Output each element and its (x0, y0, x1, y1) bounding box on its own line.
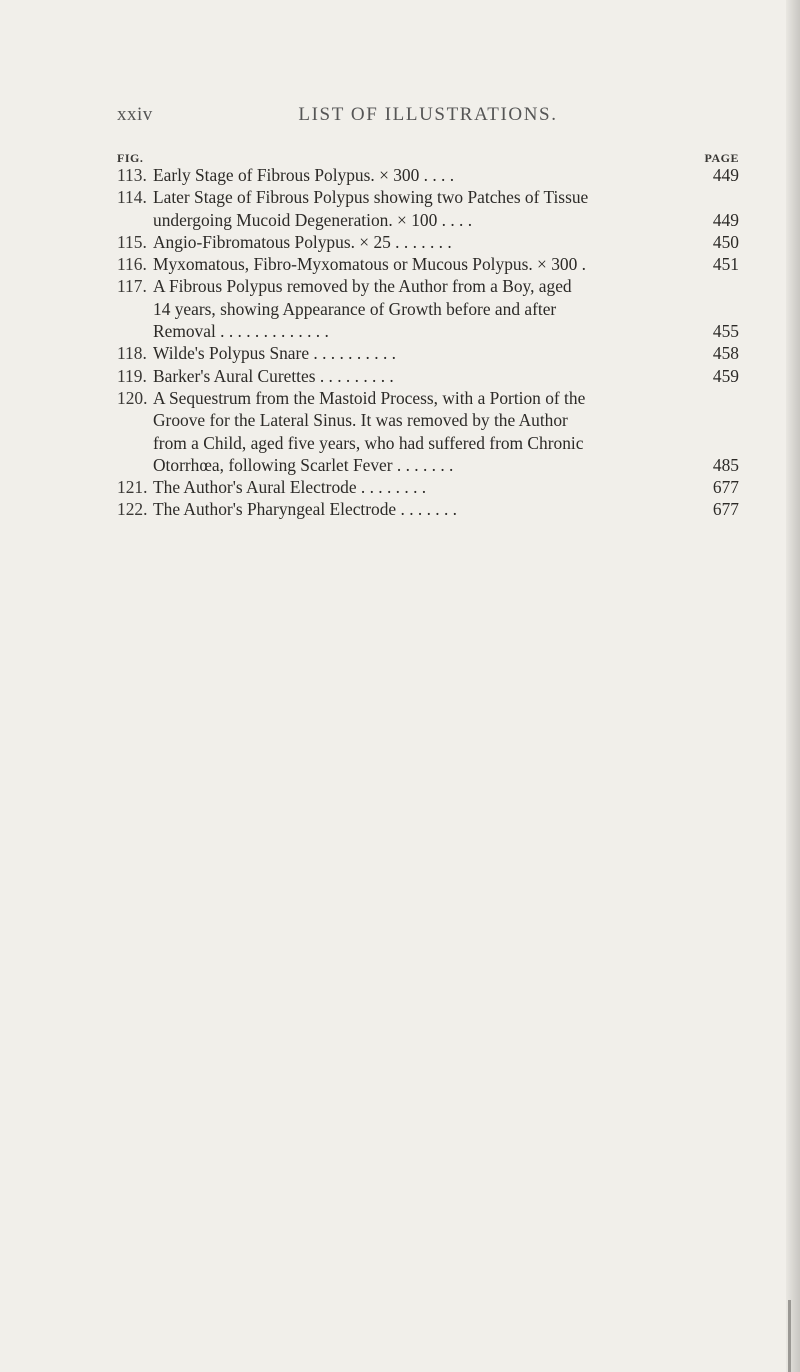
caption-line (153, 409, 739, 431)
caption-line (153, 275, 739, 297)
figure-number: 113. (117, 165, 147, 185)
caption-text: A Fibrous Polypus removed by the Author from a Boy, aged (153, 276, 572, 297)
caption-line (153, 365, 739, 387)
page-reference: 455 (712, 321, 739, 342)
list-item (117, 476, 739, 498)
caption-text: Barker's Aural Curettes . . . . . . . . . (153, 365, 394, 386)
leader-space (457, 498, 705, 520)
caption-text: undergoing Mucoid Degeneration. × 100 . . . . (153, 209, 473, 230)
leader-space (452, 231, 705, 253)
list-item (117, 253, 739, 275)
figure-number: 117. (117, 276, 147, 297)
figure-number: 119. (117, 365, 147, 386)
page-reference: 451 (712, 254, 739, 275)
leader-space (394, 365, 705, 387)
caption-line (153, 298, 739, 320)
caption-line (153, 476, 739, 498)
caption-line (153, 164, 739, 186)
list-item (117, 498, 739, 520)
list-item (117, 231, 739, 253)
leader-space (472, 209, 705, 231)
page-reference: 449 (712, 209, 739, 230)
page-reference: 449 (712, 165, 739, 185)
figure-number: 118. (117, 343, 147, 364)
fig-column-header: FIG. (117, 151, 144, 165)
list-item (117, 275, 739, 342)
caption-line (153, 432, 739, 454)
caption-text: The Author's Aural Electrode . . . . . . . . (153, 477, 427, 498)
caption-line (153, 209, 739, 231)
caption-text: Otorrhœa, following Scarlet Fever . . . . . . . (153, 454, 454, 475)
leader-space (586, 253, 705, 275)
list-item (117, 387, 739, 476)
caption-line (153, 231, 739, 253)
caption-line (153, 186, 739, 208)
caption-text: Groove for the Lateral Sinus. It was removed by the Author (153, 410, 568, 431)
caption-text: from a Child, aged five years, who had suffered from Chronic (153, 432, 584, 453)
caption-line (153, 253, 739, 275)
caption-line (153, 320, 739, 342)
leader-space (396, 342, 705, 364)
caption-text: Wilde's Polypus Snare . . . . . . . . . . (153, 343, 396, 364)
caption-line (153, 454, 739, 476)
caption-text: Later Stage of Fibrous Polypus showing two Patches of Tissue (153, 187, 589, 208)
caption-line (153, 498, 739, 520)
leader-space (453, 454, 705, 476)
figure-number: 121. (117, 477, 148, 498)
illustrations-list (117, 164, 739, 521)
page-reference: 459 (712, 365, 739, 386)
figure-number: 114. (117, 187, 147, 208)
running-title: LIST OF ILLUSTRATIONS. (298, 104, 558, 125)
list-item (117, 342, 739, 364)
figure-number: 120. (117, 387, 148, 408)
figure-number: 122. (117, 499, 148, 520)
caption-text: Myxomatous, Fibro-Myxomatous or Mucous Polypus. × 300 . (153, 254, 586, 275)
caption-text: Angio-Fibromatous Polypus. × 25 . . . . . . . (153, 231, 452, 252)
list-item (117, 186, 739, 231)
scan-edge-shadow (786, 0, 800, 1372)
caption-text: Early Stage of Fibrous Polypus. × 300 . . . . (153, 165, 455, 185)
leader-space (329, 320, 705, 342)
caption-line (153, 342, 739, 364)
figure-number: 115. (117, 231, 147, 252)
list-item (117, 365, 739, 387)
scan-edge-rule (788, 1300, 791, 1372)
page-reference: 450 (712, 231, 739, 252)
page-header (117, 104, 739, 134)
list-item (117, 164, 739, 186)
page-reference: 458 (712, 343, 739, 364)
page-reference: 677 (712, 477, 739, 498)
caption-text: Removal . . . . . . . . . . . . . (153, 321, 329, 342)
caption-text: The Author's Pharyngeal Electrode . . . . . . . (153, 499, 458, 520)
page-reference: 677 (712, 499, 739, 520)
figure-number: 116. (117, 254, 147, 275)
leader-space (426, 476, 705, 498)
page-reference: 485 (712, 454, 739, 475)
caption-line (153, 387, 739, 409)
leader-space (454, 164, 705, 186)
page-number: xxiv (117, 104, 153, 125)
caption-text: A Sequestrum from the Mastoid Process, with a Portion of the (153, 387, 586, 408)
caption-text: 14 years, showing Appearance of Growth before and after (153, 298, 557, 319)
page-column-header: PAGE (704, 151, 739, 165)
